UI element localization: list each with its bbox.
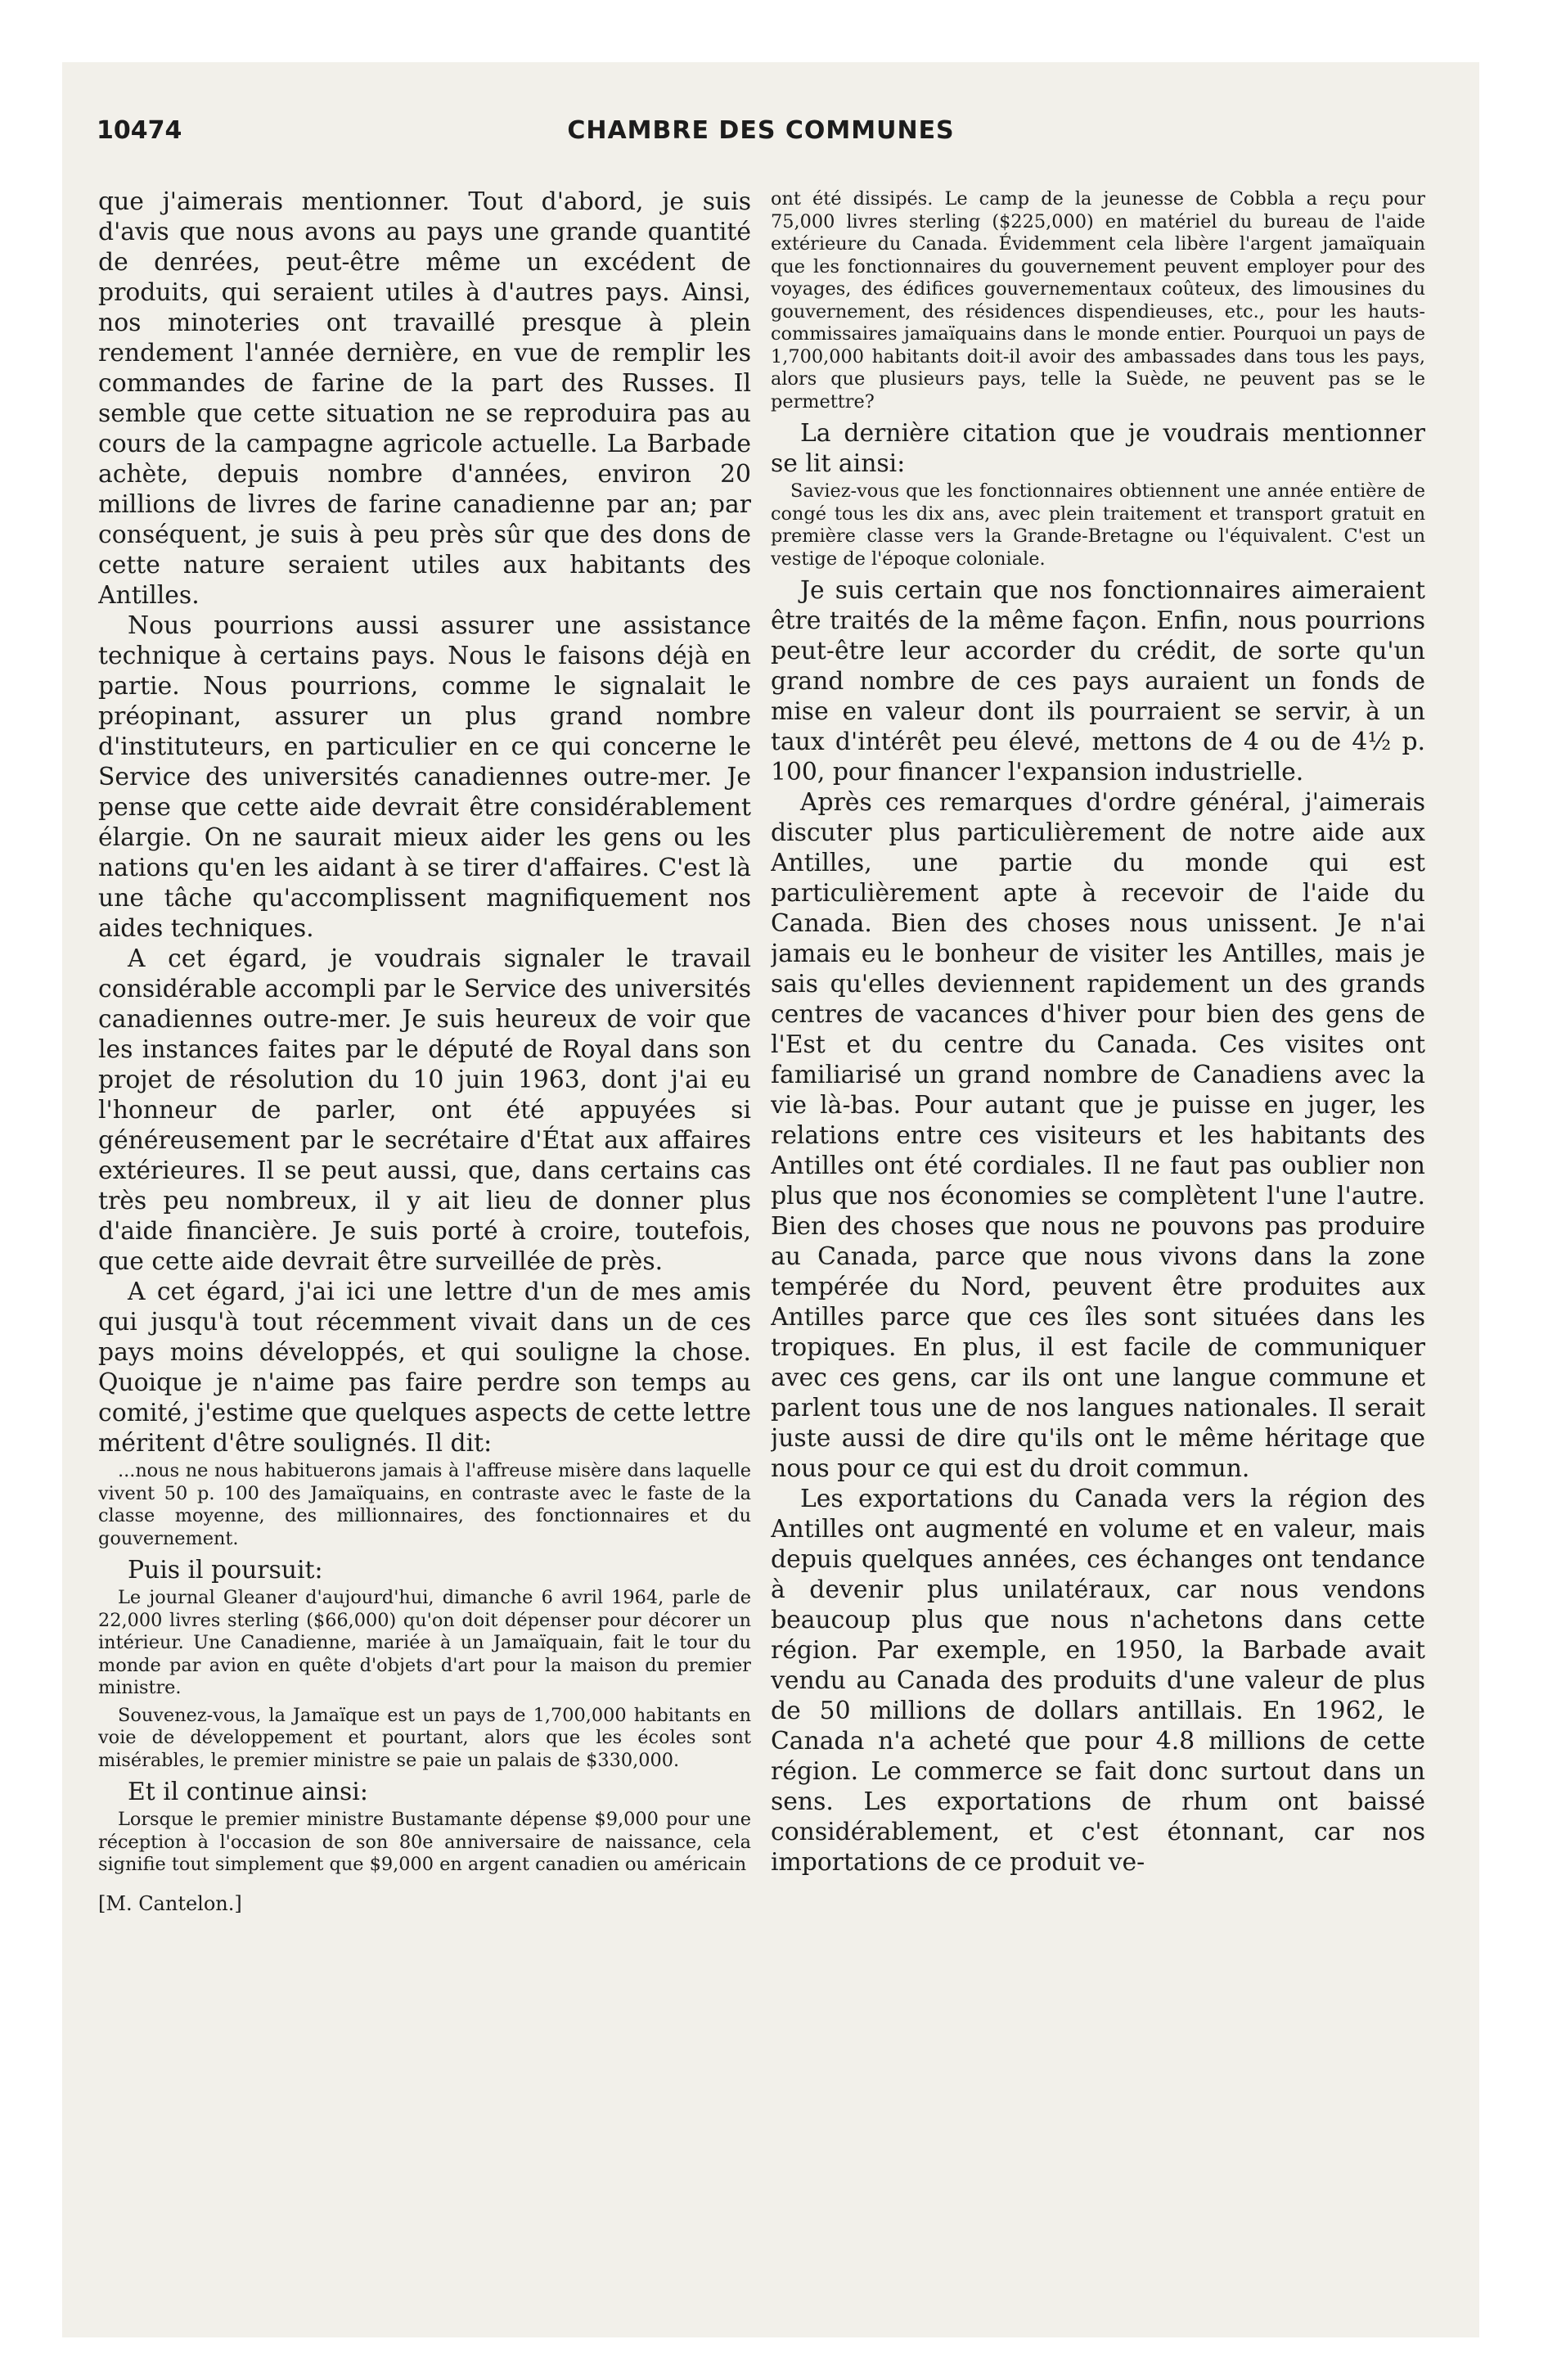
block-quote: ont été dissipés. Le camp de la jeunesse de Cobbla a reçu pour 75,000 livres sterling ($225,000) en matériel du bureau de l'aide extérieure du Canada. Évidemment cela libère l'argent jamaïquain que les fonctionnaires du gouvernement peuvent employer pour des voyages, des édifices gouvernementaux coûteux, des limousines du gouvernement, des résidences dispendieuses, etc., pour les hauts-commissaires jamaïquains dans le monde entier. Pourquoi un pays de 1,700,000 habitants doit-il avoir des ambassades dans tous les pays, alors que plusieurs pays, telle la Suède, ne peuvent pas se le permettre?: [771, 188, 1425, 412]
page-number: 10474: [97, 116, 182, 145]
paragraph: que j'aimerais mentionner. Tout d'abord, je suis d'avis que nous avons au pays une grande quantité de denrées, peut-être même un excédent de produits, qui seraient utiles à d'autres pays. Ainsi, nos minoteries ont travaillé presque à plein rendement l'année dernière, en vue de remplir les commandes de farine de la part des Russes. Il semble que cette situation ne se reproduira pas au cours de la campagne agricole actuelle. La Barbade achète, depuis nombre d'années, environ 20 millions de livres de farine canadienne par an; par conséquent, je suis à peu près sûr que des dons de cette nature seraient utiles aux habitants des Antilles.: [98, 187, 751, 610]
document-page: [62, 62, 1479, 2337]
right-column: [771, 187, 1425, 2282]
paragraph: Je suis certain que nos fonctionnaires aimeraient être traités de la même façon. Enfin, nous pourrions peut-être leur accorder du crédit, de sorte qu'un grand nombre de ces pays auraient un fonds de mise en valeur dont ils pourraient se servir, à un taux d'intérêt peu élevé, mettons de 4 ou de 4½ p. 100, pour financer l'expansion industrielle.: [771, 576, 1425, 787]
paragraph: Les exportations du Canada vers la région des Antilles ont augmenté en volume et en valeur, mais depuis quelques années, ces échanges ont tendance à devenir plus unilatéraux, car nous vendons beaucoup plus que nous n'achetons dans cette région. Par exemple, en 1950, la Barbade avait vendu au Canada des produits d'une valeur de plus de 50 millions de dollars antillais. En 1962, le Canada n'a acheté que pour 4.8 millions de cette région. Le commerce se fait donc surtout dans un sens. Les exportations de rhum ont baissé considérablement, et c'est étonnant, car nos importations de ce produit ve-: [771, 1485, 1425, 1877]
speaker-signature: [M. Cantelon.]: [98, 1891, 242, 1915]
paragraph: Puis il poursuit:: [128, 1556, 323, 1584]
running-head: CHAMBRE DES COMMUNES: [567, 116, 955, 145]
block-quote: Saviez-vous que les fonctionnaires obtiennent une année entière de congé tous les dix ans, avec plein traitement et transport gratuit en première classe vers la Grande-Bretagne ou l'équivalent. C'est un vestige de l'époque coloniale.: [771, 480, 1425, 570]
block-quote: ...nous ne nous habituerons jamais à l'affreuse misère dans laquelle vivent 50 p. 100 des Jamaïquains, en contraste avec le faste de la classe moyenne, des millionnaires, des fonctionnaires et du gouvernement.: [98, 1460, 751, 1549]
paragraph: Et il continue ainsi:: [128, 1778, 368, 1806]
paragraph: A cet égard, je voudrais signaler le travail considérable accompli par le Service des universités canadiennes outre-mer. Je suis heureux de voir que les instances faites par le député de Royal dans son projet de résolution du 10 juin 1963, dont j'ai eu l'honneur de parler, ont été appuyées si généreusement par le secrétaire d'État aux affaires extérieures. Il se peut aussi, que, dans certains cas très peu nombreux, il y ait lieu de donner plus d'aide financière. Je suis porté à croire, toutefois, que cette aide devrait être surveillée de près.: [98, 944, 751, 1276]
paragraph: La dernière citation que je voudrais mentionner se lit ainsi:: [771, 419, 1425, 478]
paragraph: Après ces remarques d'ordre général, j'aimerais discuter plus particulièrement de notre aide aux Antilles, une partie du monde qui est particulièrement apte à recevoir de l'aide du Canada. Bien des choses nous unissent. Je n'ai jamais eu le bonheur de visiter les Antilles, mais je sais qu'elles deviennent rapidement un des grands centres de vacances d'hiver pour bien des gens de l'Est et du centre du Canada. Ces visites ont familiarisé un grand nombre de Canadiens avec la vie là-bas. Pour autant que je puisse en juger, les relations entre ces visiteurs et les habitants des Antilles ont été cordiales. Il ne faut pas oublier non plus que nos économies se complètent l'une l'autre. Bien des choses que nous ne pouvons pas produire au Canada, parce que nous vivons dans la zone tempérée du Nord, peuvent être produites aux Antilles parce que ces îles sont situées dans les tropiques. En plus, il est facile de communiquer avec ces gens, car ils ont une langue commune et parlent tous une de nos langues nationales. Il serait juste aussi de dire qu'ils ont le même héritage que nous pour ce qui est du droit commun.: [771, 788, 1425, 1483]
page-header: [97, 116, 1425, 152]
block-quote: Le journal Gleaner d'aujourd'hui, dimanche 6 avril 1964, parle de 22,000 livres sterling ($66,000) qu'on doit dépenser pour décorer un intérieur. Une Canadienne, mariée à un Jamaïquain, fait le tour du monde par avion en quête d'objets d'art pour la maison du premier ministre.: [98, 1587, 751, 1698]
paragraph: Nous pourrions aussi assurer une assistance technique à certains pays. Nous le faisons déjà en partie. Nous pourrions, comme le signalait le préopinant, assurer un plus grand nombre d'instituteurs, en particulier en ce qui concerne le Service des universités canadiennes outre-mer. Je pense que cette aide devrait être considérablement élargie. On ne saurait mieux aider les gens ou les nations qu'en les aidant à se tirer d'affaires. C'est là une tâche qu'accomplissent magnifiquement nos aides techniques.: [98, 611, 751, 943]
block-quote: Lorsque le premier ministre Bustamante dépense $9,000 pour une réception à l'occasion de son 80e anniversaire de naissance, cela signifie tout simplement que $9,000 en argent canadien ou américain: [98, 1809, 751, 1875]
paragraph: A cet égard, j'ai ici une lettre d'un de mes amis qui jusqu'à tout récemment vivait dans un de ces pays moins développés, et qui souligne la chose. Quoique je n'aime pas faire perdre son temps au comité, j'estime que quelques aspects de cette lettre méritent d'être soulignés. Il dit:: [98, 1278, 751, 1458]
block-quote: Souvenez-vous, la Jamaïque est un pays de 1,700,000 habitants en voie de développement et pourtant, alors que les écoles sont misérables, le premier ministre se paie un palais de $330,000.: [98, 1704, 751, 1771]
left-column: [98, 187, 751, 2282]
